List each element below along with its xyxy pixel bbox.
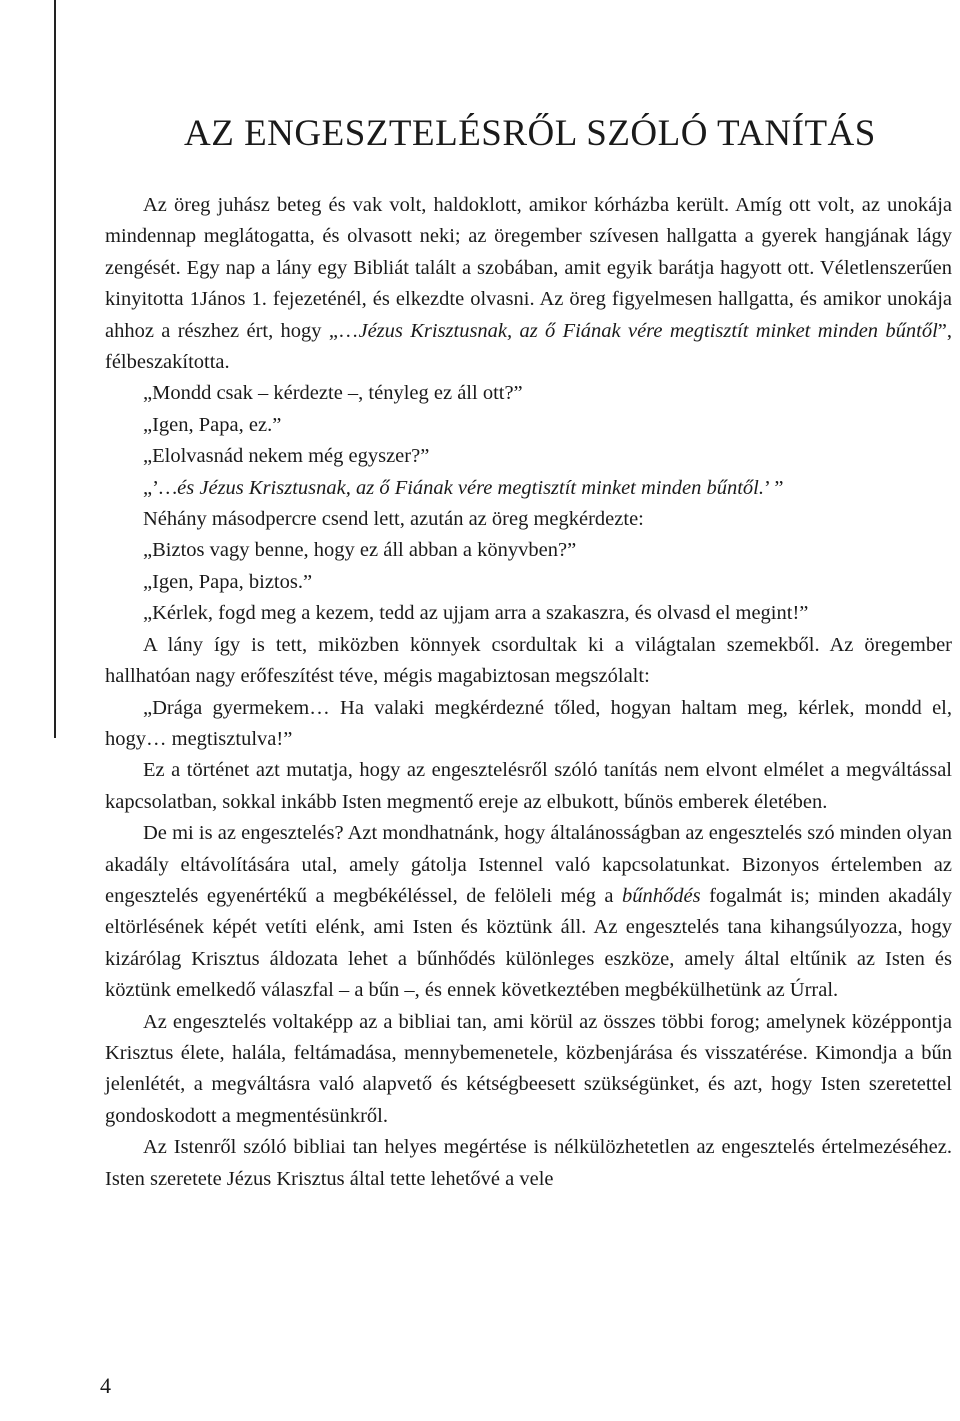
paragraph [105,1007,952,1133]
body-text [105,190,952,1195]
text-run: ’ ” [764,476,784,499]
paragraph [105,693,952,756]
text-run: „’ [143,476,159,499]
text-run: Néhány másodpercre csend lett, azután az öreg megkérdezte: [143,508,644,531]
text-run: „Igen, Papa, biztos.” [143,570,313,593]
text-run: „Kérlek, fogd meg a kezem, tedd az ujjam arra a szakaszra, és olvasd el megint!” [143,602,809,625]
paragraph [105,630,952,693]
paragraph [105,818,952,1006]
paragraph [105,535,952,566]
paragraph [105,598,952,629]
text-run: fogalmát is; minden akadály eltörlésének képét vetíti elénk, ami Isten és köztünk áll. Az engesztelés tana kihangsúlyozza, hogy kizárólag Krisztus áldozata lehet a bűnhődés különleges eszköze, amely által eltűnik az Isten és köztünk emelkedő válaszfal – a bűn –, és ennek következtében megbékülhetünk az Úrral. [105,884,952,1002]
text-run: Az engesztelés voltaképp az a bibliai tan, ami körül az összes többi forog; amelynek középpontja Krisztus élete, halála, feltámadása, mennybemenetele, közbenjárása és visszatérése. Kimondja a bűn jelenlétét, a megváltásra való alapvető és kétségbeesett szükségünket, és azt, hogy Isten szeretettel gondoskodott a megmentésünkről. [105,1010,952,1127]
italic-quote: bűnhődés [622,884,701,907]
italic-quote: …és Jézus Krisztusnak, az ő Fiának vére megtisztít minket minden bűntől. [158,476,764,499]
text-run: „Elolvasnád nekem még egyszer?” [143,445,430,468]
text-run: „Mondd csak – kérdezte –, tényleg ez áll ott?” [143,382,523,405]
paragraph [105,441,952,472]
chapter-title: AZ ENGESZTELÉSRŐL SZÓLÓ TANÍTÁS [184,113,876,154]
paragraph [105,567,952,598]
text-run: Az öreg juhász beteg és vak volt, haldoklott, amikor kórházba került. Amíg ott volt, az unokája mindennap meglátogatta, és olvasott neki; az öregember szívesen hallgatta a gyerek hangjának lágy zengését. Egy nap a lány egy Bibliát talált a szobában, amit egyik barátja hagyott ott. Véletlenszerűen kinyitotta 1János 1. fejezeténél, és elkezdte olvasni. Az öreg figyelmesen hallgatta, és amikor unokája ahhoz a részhez ért, hogy „… [105,194,952,342]
text-run: „Igen, Papa, ez.” [143,413,282,436]
paragraph [105,1132,952,1195]
paragraph [105,410,952,441]
text-run: Az Istenről szóló bibliai tan helyes megértése is nélkülözhetetlen az engesztelés értelmezéséhez. Isten szeretete Jézus Krisztus által tette lehetővé a vele [105,1136,952,1190]
paragraph [105,190,952,378]
text-run: „Drága gyermekem… Ha valaki megkérdezné tőled, hogyan haltam meg, kérlek, mondd el, hogy… megtisztulva!” [105,696,952,750]
paragraph [105,473,952,504]
text-run: A lány így is tett, miközben könnyek csordultak ki a világtalan szemekből. Az öregember hallhatóan nagy erőfeszítést téve, mégis magabiztosan megszólalt: [105,633,952,688]
paragraph [105,504,952,535]
text-run: Ez a történet azt mutatja, hogy az engesztelésről szóló tanítás nem elvont elmélet a megváltással kapcsolatban, sokkal inkább Isten megmentő ereje az elbukott, bűnös emberek életében. [105,759,952,813]
margin-rule [54,0,56,738]
text-run: ”, félbeszakította. [105,319,952,374]
paragraph [105,378,952,409]
text-run: De mi is az engesztelés? Azt mondhatnánk, hogy általánosságban az engesztelés szó minden olyan akadály eltávolítására utal, amely gátolja Istennel való kapcsolatunkat. Bizonyos értelemben az engesztelés egyenértékű a megbékéléssel, de felöleli még a [105,822,952,907]
text-run: „Biztos vagy benne, hogy ez áll abban a könyvben?” [143,539,577,562]
paragraph [105,755,952,818]
page-number: 4 [100,1373,111,1398]
italic-quote: Jézus Krisztusnak, az ő Fiának vére megtisztít minket minden bűntől [358,319,938,342]
